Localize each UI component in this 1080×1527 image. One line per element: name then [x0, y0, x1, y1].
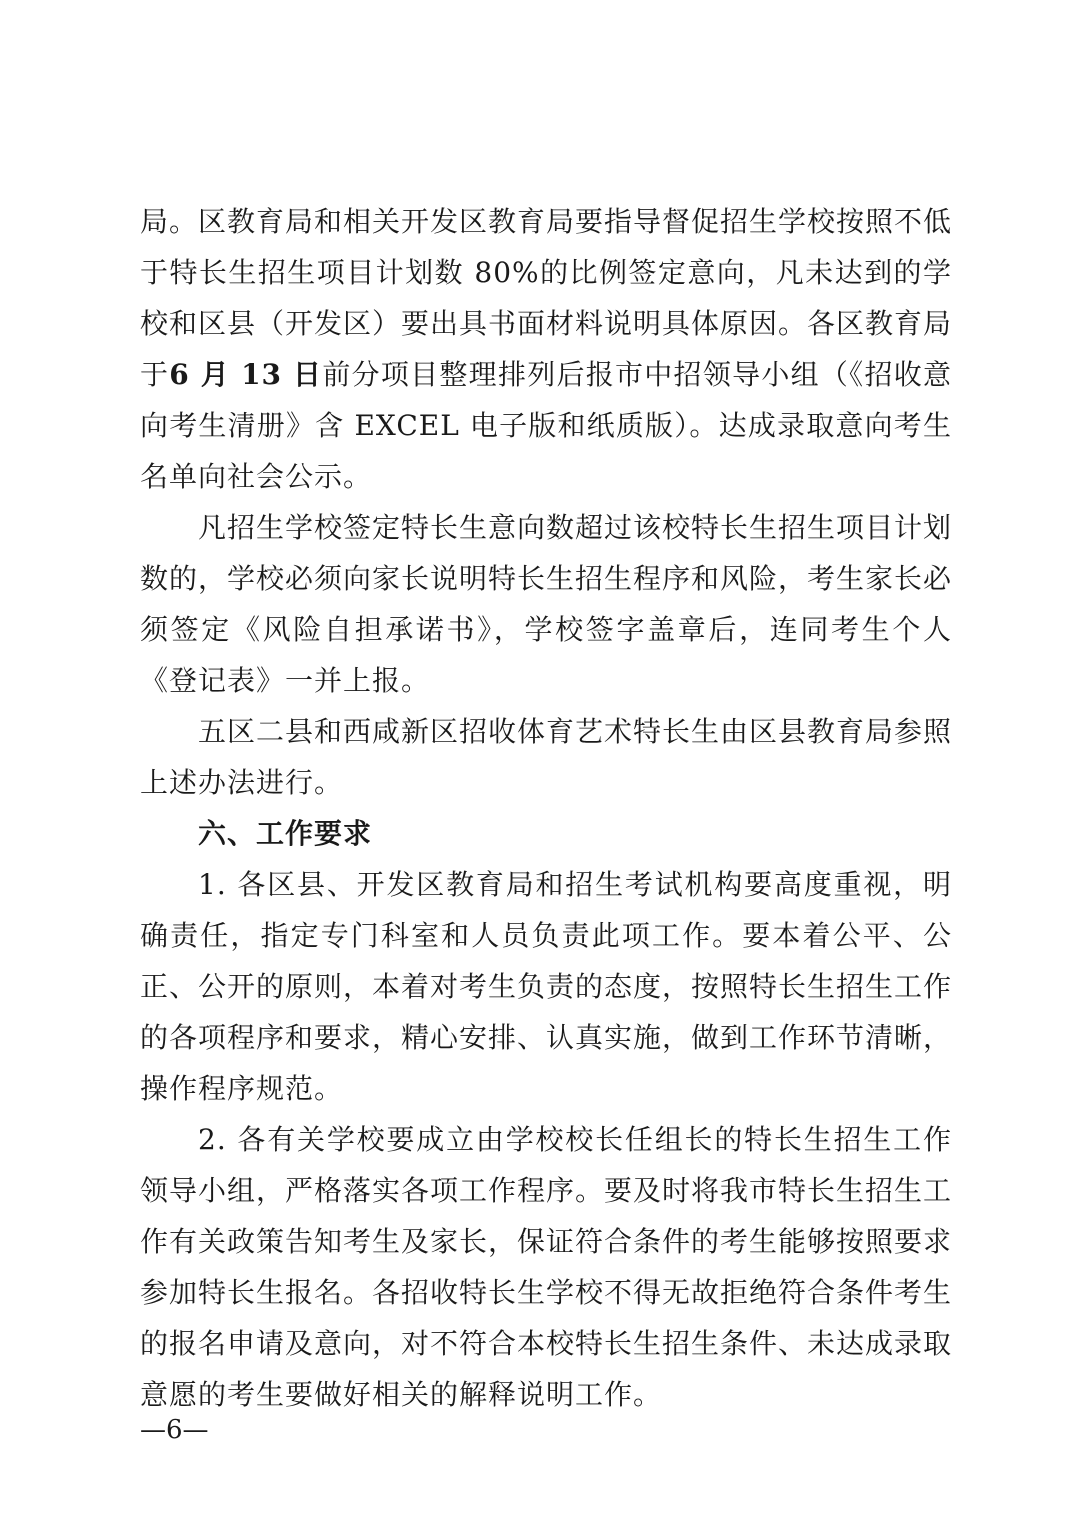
paragraph-1 — [140, 196, 952, 502]
paragraph-2: 凡招生学校签定特长生意向数超过该校特长生招生项目计划数的，学校必须向家长说明特长生招生程序和风险，考生家长必须签定《风险自担承诺书》，学校签字盖章后，连同考生个人《登记表》一并上报。 — [140, 511, 953, 697]
paragraph-1-deadline-date: 6 月 13 日 — [169, 358, 323, 391]
page-number: —6— — [140, 1415, 209, 1445]
requirement-item-1: 1. 各区县、开发区教育局和招生考试机构要高度重视，明确责任，指定专门科室和人员负责此项工作。要本着公平、公正、公开的原则，本着对考生负责的态度，按照特长生招生工作的各项程序和要求，精心安排、认真实施，做到工作环节清晰，操作程序规范。 — [140, 868, 953, 1105]
paragraph-3: 五区二县和西咸新区招收体育艺术特长生由区县教育局参照上述办法进行。 — [140, 715, 953, 799]
document-body — [140, 196, 952, 1420]
paragraph-1-text-after: 前分项目整理排列后报市中招领导小组（《招收意向考生清册》含 EXCEL 电子版和纸质版）。达成录取意向考生名单向社会公示。 — [140, 358, 952, 493]
requirement-item-2: 2. 各有关学校要成立由学校校长任组长的特长生招生工作领导小组，严格落实各项工作程序。要及时将我市特长生招生工作有关政策告知考生及家长，保证符合条件的考生能够按照要求参加特长生报名。各招收特长生学校不得无故拒绝符合条件考生的报名申请及意向，对不符合本校特长生招生条件、未达成录取意愿的考生要做好相关的解释说明工作。 — [140, 1123, 953, 1411]
section-heading: 六、工作要求 — [198, 817, 373, 850]
paragraph-1-text-before: 局。区教育局和相关开发区教育局要指导督促招生学校按照不低于特长生招生项目计划数 80%的比例签定意向，凡未达到的学校和区县（开发区）要出具书面材料说明具体原因。各区教育局于 — [140, 205, 953, 391]
